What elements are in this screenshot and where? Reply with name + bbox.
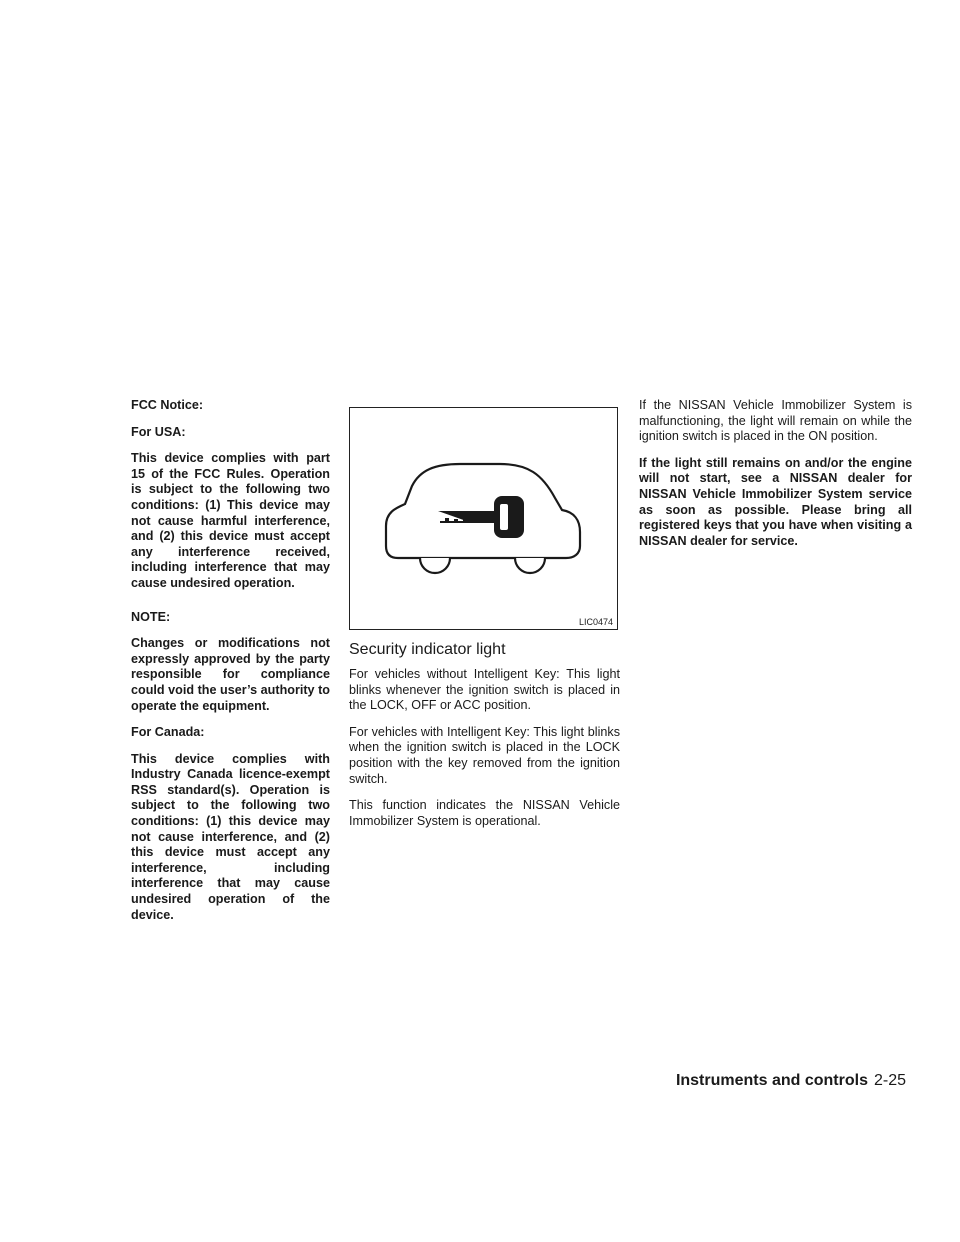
paragraph-malfunction: If the NISSAN Vehicle Immobilizer System is malfunctioning, the light will remain on while the ignition switch is placed in the ON position. — [639, 398, 912, 444]
page-number: 2-25 — [873, 1072, 906, 1089]
usa-statement: This device complies with part 15 of the FCC Rules. Operation is subject to the following two conditions: (1) This device may not cause harmful interference, and (2) this device must accept any interference received, including interference that may cause undesired operation. — [131, 451, 330, 590]
car-with-key-icon — [350, 408, 617, 629]
figure-code: LIC0474 — [578, 617, 613, 627]
security-light-figure — [349, 407, 618, 630]
canada-statement: This device complies with Industry Canada licence-exempt RSS standard(s). Operation is subject to the following two conditions: (1) this device may not cause interference, and (2) this device must accept any interference, including interference that may cause undesired operation of the device. — [131, 751, 330, 922]
paragraph-without-key: For vehicles without Intelligent Key: This light blinks whenever the ignition switch is placed in the LOCK, OFF or ACC position. — [349, 667, 620, 713]
paragraph-function: This function indicates the NISSAN Vehicle Immobilizer System is operational. — [349, 798, 620, 828]
paragraph-dealer-warning: If the light still remains on and/or the engine will not start, see a NISSAN dealer for NISSAN Vehicle Immobilizer System service as soon as possible. Please bring all registered keys that you have when visiting a NISSAN dealer for service. — [639, 455, 912, 548]
middle-column — [349, 398, 620, 840]
note-text: Changes or modifications not expressly approved by the party responsible for compliance could void the user’s authority to operate the equipment. — [131, 636, 330, 713]
page-footer — [676, 1072, 906, 1090]
section-title: Security indicator light — [349, 641, 506, 658]
footer-section-name: Instruments and controls — [675, 1072, 868, 1089]
fcc-notice-heading: FCC Notice: — [131, 398, 204, 412]
for-usa-heading: For USA: — [131, 424, 186, 439]
for-canada-heading: For Canada: — [131, 725, 205, 740]
note-heading: NOTE: — [131, 609, 171, 624]
right-column — [639, 398, 912, 560]
left-column — [131, 398, 330, 934]
paragraph-with-key: For vehicles with Intelligent Key: This light blinks when the ignition switch is placed in the LOCK position with the key removed from the ignition switch. — [349, 724, 620, 786]
